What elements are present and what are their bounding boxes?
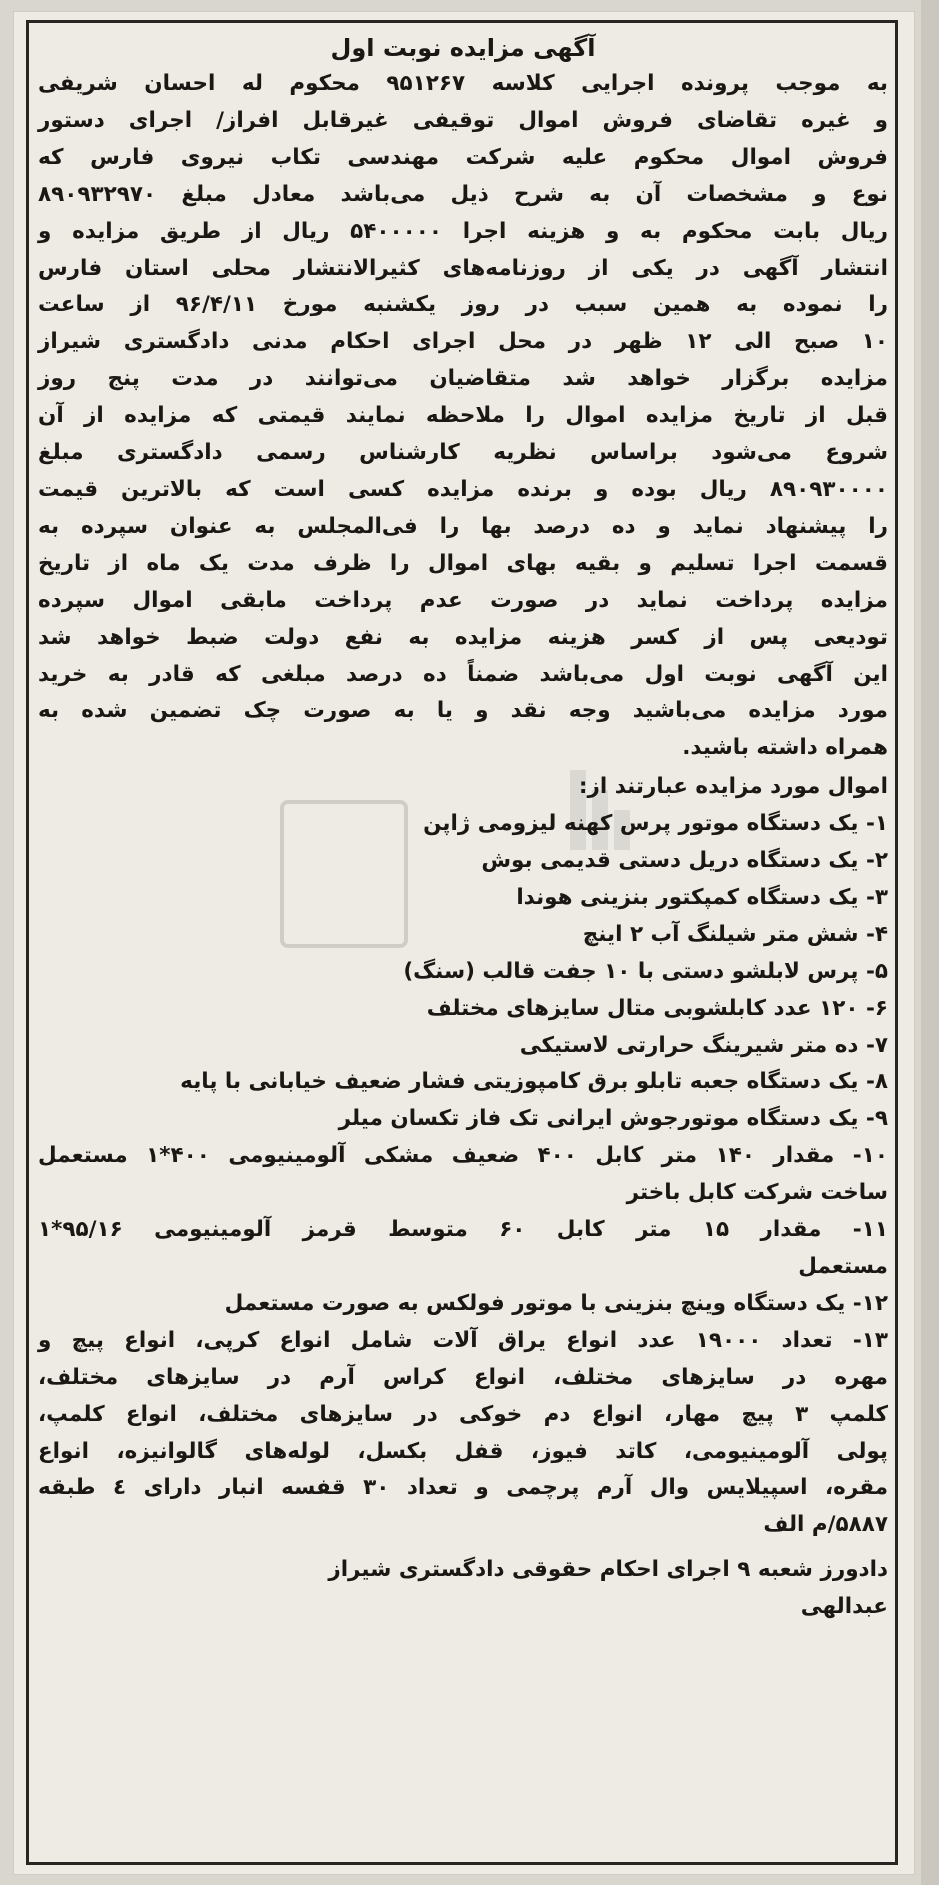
auction-items-list — [38, 806, 888, 1507]
auction-item-continuation: کلمپ ۳ پیچ مهار، انواع دم خوکی در سایزهای مختلف، انواع کلمپ، — [38, 1401, 888, 1427]
auction-item-text: ۹- یک دستگاه موتورجوش ایرانی تک فاز تکسان میلر — [338, 1106, 888, 1132]
notice-body-line: مزایده پرداخت نماید در صورت عدم پرداخت مابقی اموال سپرده — [38, 587, 888, 613]
notice-body-line: تودیعی پس از کسر هزینه مزایده به نفع دولت ضبط خواهد شد — [38, 624, 888, 650]
notice-body-line: شروع می‌شود براساس نظریه کارشناس رسمی دادگستری مبلغ — [38, 440, 888, 466]
auction-item-text: ۱- یک دستگاه موتور پرس کهنه لیزومی ژاپن — [423, 811, 888, 837]
auction-item-text: ۴- شش متر شیلنگ آب ۲ اینچ — [582, 921, 888, 947]
auction-item — [38, 1212, 888, 1286]
notice-body — [38, 66, 888, 767]
auction-item — [38, 806, 888, 843]
auction-item-text: ۳- یک دستگاه کمپکتور بنزینی هوندا — [516, 884, 888, 910]
notice-body-line: مورد مزایده می‌باشید وجه نقد و یا به صورت چک تضمین شده به — [38, 698, 888, 724]
auction-item — [38, 880, 888, 917]
auction-item — [38, 991, 888, 1028]
auction-item — [38, 1286, 888, 1323]
items-heading: اموال مورد مزایده عبارتند از: — [578, 774, 888, 800]
signature-name: عبدالهی — [800, 1594, 888, 1620]
notice-body-line: به موجب پرونده اجرایی کلاسه ۹۵۱۲۶۷ محکوم له احسان شریفی — [38, 71, 888, 96]
auction-item-text: ۱۱- مقدار ۱۵ متر کابل ۶۰ متوسط قرمز آلومینیومی ۹۵/۱۶*۱ — [38, 1217, 888, 1243]
auction-item-continuation: مقره، اسپیلایس وال آرم پرچمی و تعداد ۳۰ قفسه انبار دارای ٤ طبقه — [38, 1475, 889, 1501]
auction-item — [38, 1064, 888, 1101]
auction-notice — [38, 30, 888, 1860]
auction-item-continuation: مهره در سایزهای مختلف، انواع کراس آرم در سایزهای مختلف، — [38, 1364, 888, 1390]
signature-office: دادورز شعبه ۹ اجرای احکام حقوقی دادگستری شیراز — [328, 1557, 888, 1583]
auction-item-text: ۱۲- یک دستگاه وینچ بنزینی با موتور فولکس به صورت مستعمل — [224, 1290, 888, 1316]
notice-body-line: قسمت اجرا تسلیم و بقیه بهای اموال را ظرف مدت یک ماه از تاریخ — [38, 550, 888, 576]
auction-item-text: ۷- ده متر شیرینگ حرارتی لاستیکی — [519, 1032, 888, 1058]
auction-item — [38, 917, 888, 954]
notice-body-line: و غیره تقاضای فروش اموال توقیفی غیرقابل افراز/ اجرای دستور — [38, 107, 888, 133]
notice-body-line: ریال بابت محکوم به و هزینه اجرا ۵۴۰۰۰۰۰ ریال از طریق مزایده و — [38, 218, 888, 244]
notice-body-line: انتشار آگهی در یکی از روزنامه‌های کثیرالانتشار محلی استان فارس — [38, 255, 888, 281]
notice-title: آگهی مزایده نوبت اول — [330, 34, 596, 62]
notice-body-line: ۱۰ صبح الی ۱۲ ظهر در محل اجرای احکام مدنی دادگستری شیراز — [38, 329, 888, 355]
auction-item-continuation: پولی آلومینیومی، کاتد فیوز، قفل بکسل، لوله‌های گالوانیزه، انواع — [38, 1438, 888, 1464]
auction-item-continuation: مستعمل — [798, 1254, 888, 1279]
auction-item — [38, 954, 888, 991]
auction-item — [38, 1323, 888, 1508]
auction-item-continuation: ساخت شرکت کابل باختر — [626, 1180, 888, 1206]
notice-body-line: را نموده به همین سبب در روز یکشنبه مورخ ۹۶/۴/۱۱ از ساعت — [38, 292, 888, 318]
auction-item-text: ۱۳- تعداد ۱۹۰۰۰ عدد انواع یراق آلات شامل انواع کرپی، انواع پیچ و — [38, 1327, 888, 1353]
auction-item — [38, 843, 888, 880]
auction-item-text: ۲- یک دستگاه دریل دستی قدیمی بوش — [481, 848, 888, 874]
notice-body-line: همراه داشته باشید. — [682, 735, 888, 761]
page-edge-strip — [921, 0, 939, 1885]
notice-body-line: مزایده برگزار خواهد شد متقاضیان می‌توانند در مدت پنج روز — [38, 366, 888, 392]
notice-body-line: را پیشنهاد نماید و ده درصد بها را فی‌المجلس به عنوان سپرده به — [38, 513, 888, 539]
notice-reference: ۵۸۸۷/م الف — [763, 1512, 888, 1538]
auction-item-text: ۱۰- مقدار ۱۴۰ متر کابل ۴۰۰ ضعیف مشکی آلومینیومی ۴۰۰*۱ مستعمل — [38, 1143, 888, 1169]
notice-body-line: نوع و مشخصات آن به شرح ذیل می‌باشد معادل مبلغ ۸۹۰۹۳۲۹۷۰ — [38, 181, 888, 207]
auction-item-text: ۶- ۱۲۰ عدد کابلشوبی متال سایزهای مختلف — [426, 995, 888, 1021]
auction-item-text: ۸- یک دستگاه جعبه تابلو برق کامپوزیتی فشار ضعیف خیابانی با پایه — [180, 1069, 888, 1095]
auction-item — [38, 1028, 888, 1065]
notice-body-line: ۸۹۰۹۳۰۰۰۰ ریال بوده و برنده مزایده کسی است که بالاترین قیمت — [38, 476, 888, 502]
notice-body-line: قبل از تاریخ مزایده اموال را ملاحظه نمایند قیمتی که مزایده از آن — [38, 403, 888, 429]
auction-item — [38, 1138, 888, 1212]
notice-body-line: این آگهی نوبت اول می‌باشد ضمناً ده درصد مبلغی که قادر به خرید — [38, 661, 888, 687]
auction-item-text: ۵- پرس لابلشو دستی با ۱۰ جفت قالب (سنگ) — [403, 958, 888, 984]
notice-body-line: فروش اموال محکوم علیه شرکت مهندسی تکاب نیروی فارس که — [38, 144, 888, 170]
auction-item — [38, 1101, 888, 1138]
